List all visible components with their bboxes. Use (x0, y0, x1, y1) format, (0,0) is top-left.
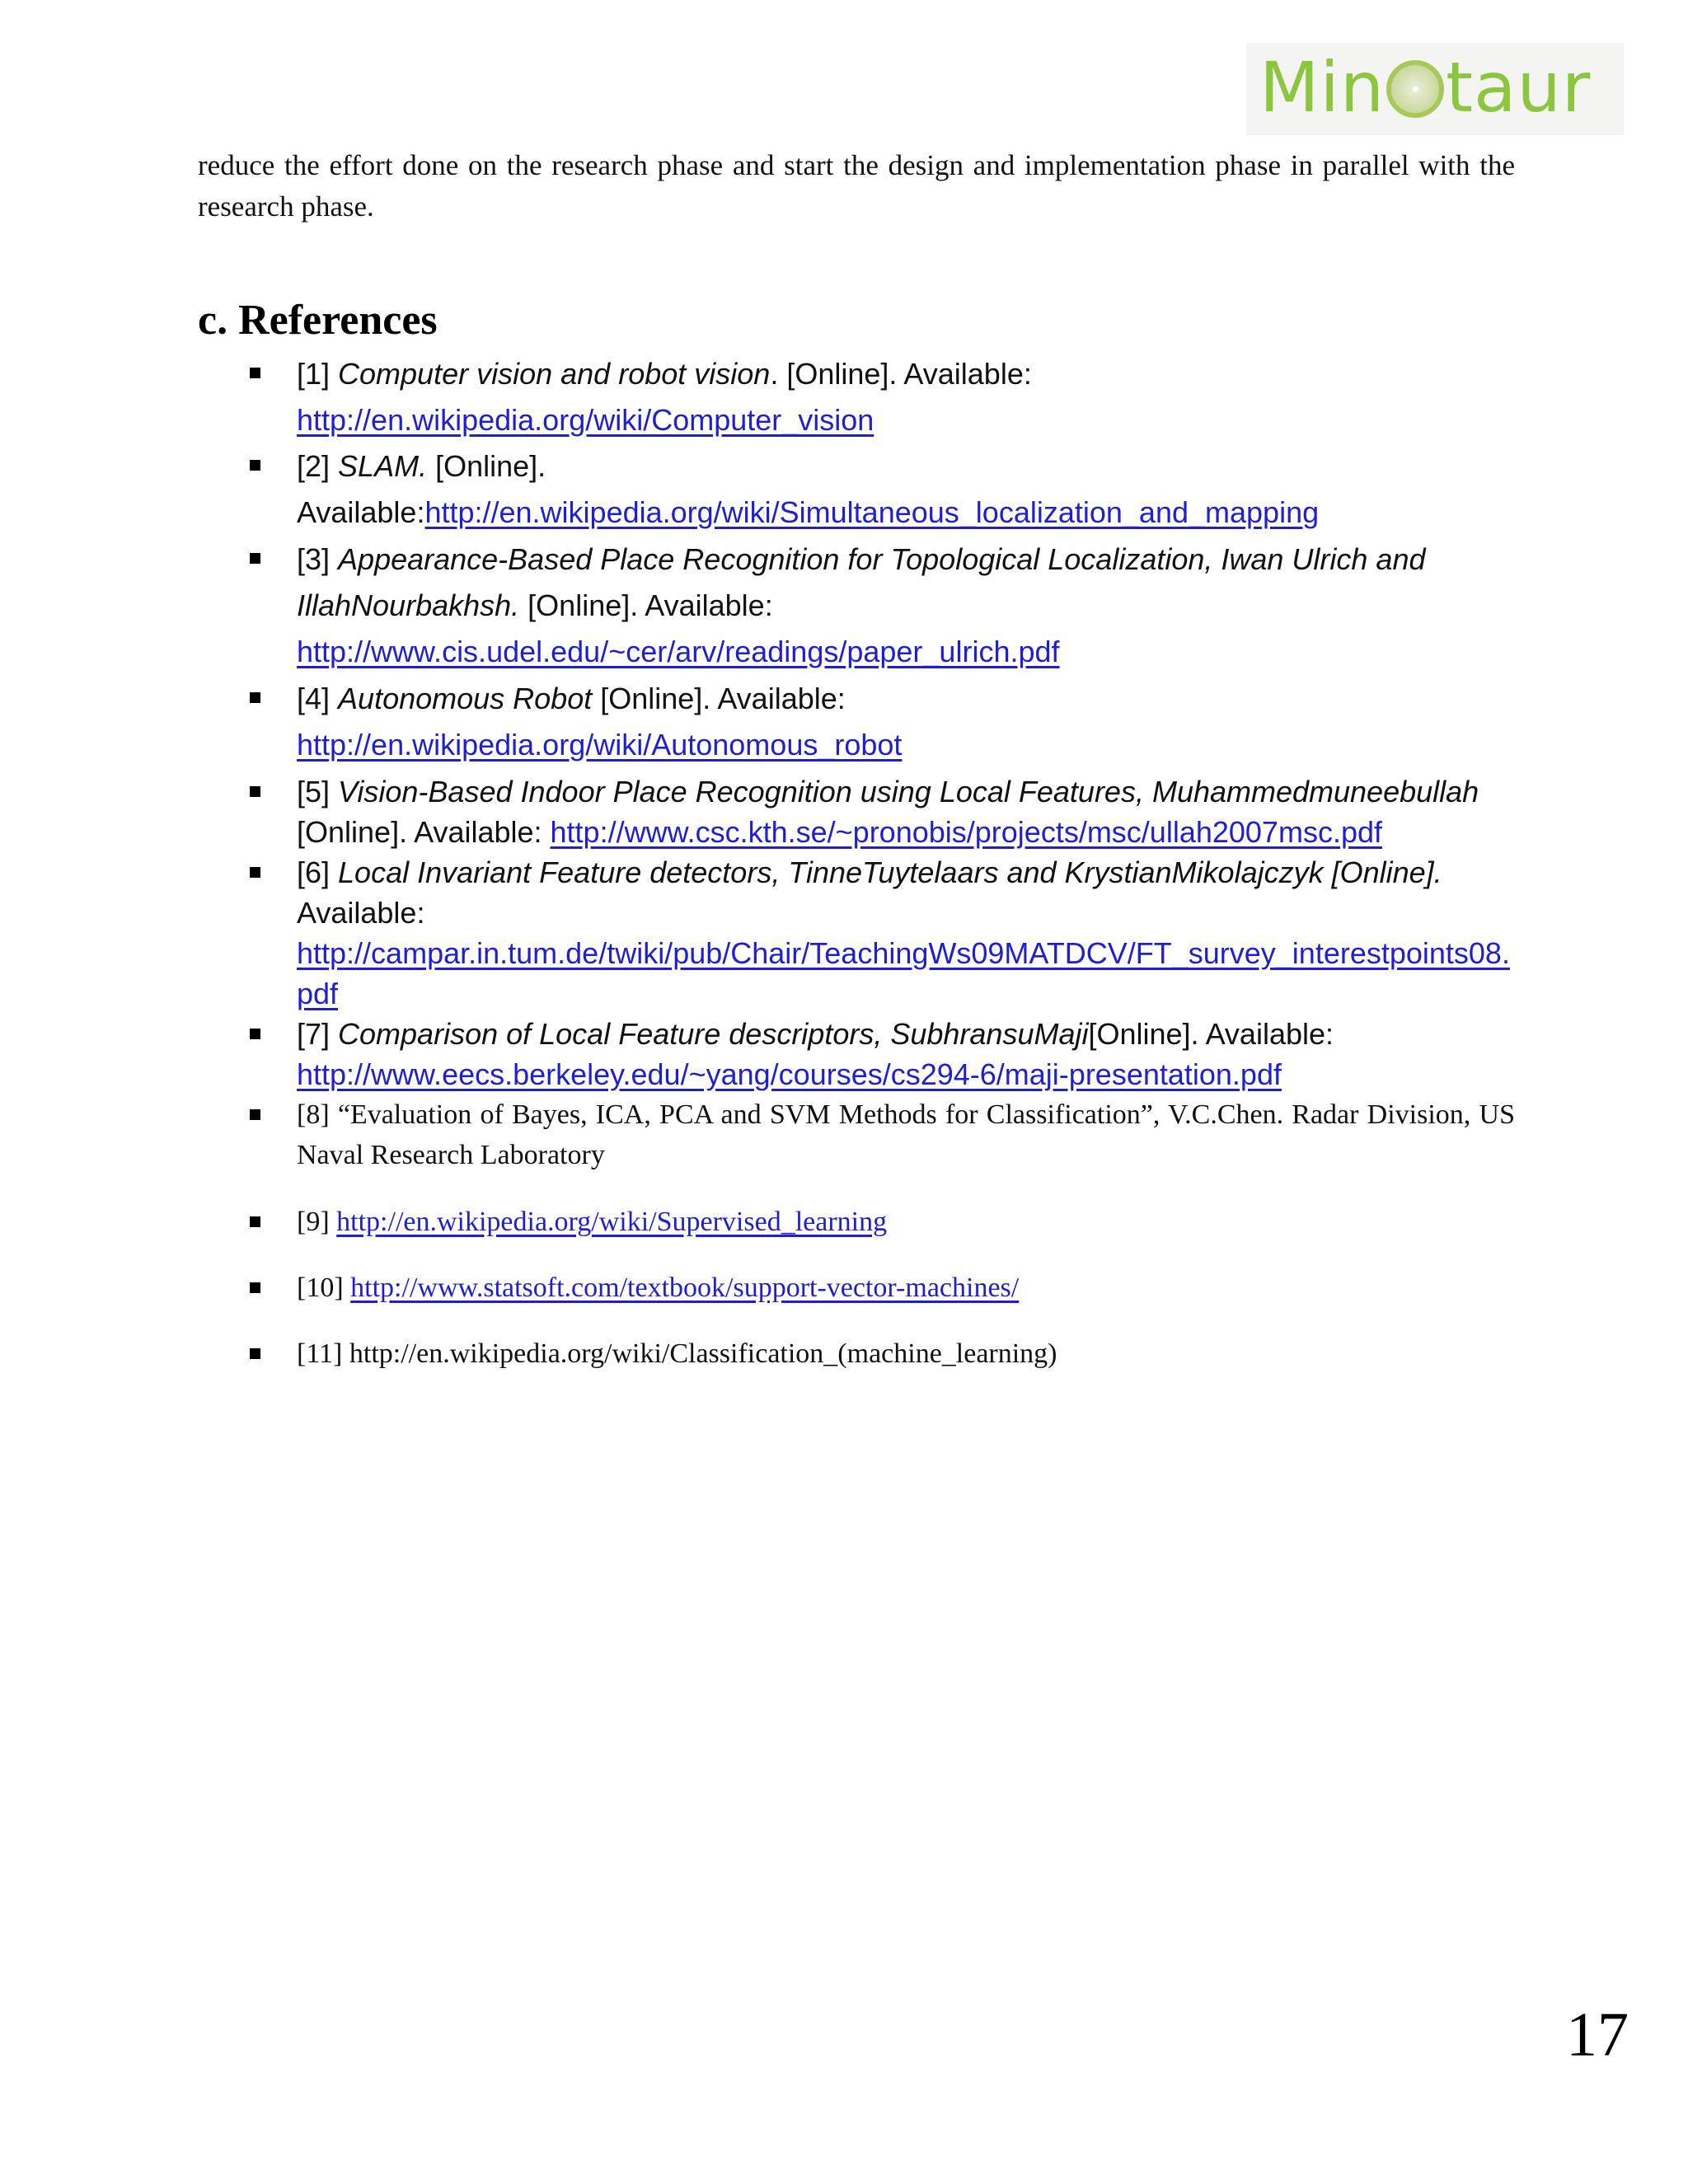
bullet-icon (250, 692, 260, 703)
reference-availability: Available: (297, 896, 425, 930)
bullet-icon (250, 553, 260, 564)
reference-item-7 (297, 1014, 1515, 1094)
reference-title: SLAM. (338, 449, 428, 483)
bullet-icon (250, 460, 260, 471)
bullet-icon (250, 1029, 260, 1039)
reference-number: [9] (297, 1207, 337, 1237)
reference-item-4 (297, 676, 1515, 768)
bullet-icon (250, 1282, 260, 1293)
reference-text: http://en.wikipedia.org/wiki/Classification_(machine_learning) (349, 1338, 1057, 1369)
reference-item-9 (297, 1202, 1515, 1242)
reference-link[interactable]: http://en.wikipedia.org/wiki/Autonomous_robot (297, 728, 903, 762)
reference-item-10 (297, 1268, 1515, 1308)
reference-availability: [Online]. Available: (297, 815, 551, 849)
page-number: 17 (1566, 2000, 1629, 2069)
reference-number: [3] (297, 542, 339, 576)
reference-title: Local Invariant Feature detectors, TinneTuytelaars and KrystianMikolajczyk [Online]. (338, 855, 1442, 889)
reference-link[interactable]: http://www.cis.udel.edu/~cer/arv/readings/paper_ulrich.pdf (297, 635, 1060, 668)
bullet-icon (250, 867, 260, 878)
reference-title: Comparison of Local Feature descriptors, SubhransuMaji (338, 1017, 1089, 1051)
bullet-icon (250, 786, 260, 797)
reference-availability: [Online]. Available: (592, 682, 846, 715)
minotaur-logo (1246, 43, 1624, 135)
reference-number: [4] (297, 682, 339, 715)
reference-title: Computer vision and robot vision (338, 357, 771, 391)
reference-text: “Evaluation of Bayes, ICA, PCA and SVM Methods for Classification”, V.C.Chen. Radar Division, US Naval Research Laboratory (297, 1099, 1515, 1170)
reference-availability: . [Online]. Available: (770, 357, 1032, 391)
reference-number: [8] (297, 1099, 338, 1130)
reference-number: [11] (297, 1338, 349, 1369)
reference-item-6 (297, 852, 1515, 1014)
reference-link[interactable]: http://www.statsoft.com/textbook/support-vector-machines/ (350, 1272, 1020, 1303)
bullet-icon (250, 1216, 260, 1227)
reference-title: Appearance-Based Place Recognition for Topological Localization, Iwan Ulrich and IllahNourbakhsh. (297, 542, 1426, 622)
reference-link[interactable]: http://www.csc.kth.se/~pronobis/projects/msc/ullah2007msc.pdf (550, 815, 1382, 849)
logo-text (1259, 45, 1591, 130)
reference-availability: [Online]. Available: (1088, 1017, 1334, 1051)
reference-number: [5] (297, 775, 339, 808)
reference-link[interactable]: http://en.wikipedia.org/wiki/Supervised_learning (336, 1207, 888, 1237)
reference-link[interactable]: http://campar.in.tum.de/twiki/pub/Chair/TeachingWs09MATDCV/FT_survey_interestpoints08.pdf (297, 936, 1510, 1010)
reference-number: [10] (297, 1272, 351, 1303)
bullet-icon (250, 368, 260, 378)
reference-item-8 (297, 1094, 1515, 1175)
references-heading: c. References (198, 297, 438, 344)
reference-number: [7] (297, 1017, 339, 1051)
reference-number: [1] (297, 357, 339, 391)
reference-available-label: Available: (297, 495, 425, 529)
reference-number: [2] (297, 449, 339, 483)
reference-item-11 (297, 1333, 1515, 1374)
reference-availability: [Online]. (427, 449, 546, 483)
bullet-icon (250, 1109, 260, 1120)
reference-availability: [Online]. Available: (519, 588, 773, 622)
intro-paragraph: reduce the effort done on the research phase and start the design and implementation phase in parallel with the research phase. (198, 149, 1515, 223)
reference-title: Autonomous Robot (338, 682, 593, 715)
reference-link[interactable]: http://en.wikipedia.org/wiki/Computer_vision (297, 403, 874, 437)
reference-link[interactable]: http://www.eecs.berkeley.edu/~yang/courses/cs294-6/maji-presentation.pdf (297, 1057, 1282, 1091)
reference-item-1 (297, 351, 1515, 443)
reference-title: Vision-Based Indoor Place Recognition using Local Features, Muhammedmuneebullah (338, 775, 1479, 808)
reference-link[interactable]: http://en.wikipedia.org/wiki/Simultaneous_localization_and_mapping (424, 495, 1320, 529)
logo-text-start: Min (1259, 47, 1386, 128)
logo-text-end: taur (1446, 47, 1592, 128)
reference-item-5 (297, 771, 1515, 852)
reference-item-3 (297, 537, 1515, 675)
bullet-icon (250, 1348, 260, 1359)
reference-item-2 (297, 443, 1515, 536)
reference-number: [6] (297, 855, 339, 889)
disc-icon (1386, 60, 1444, 118)
